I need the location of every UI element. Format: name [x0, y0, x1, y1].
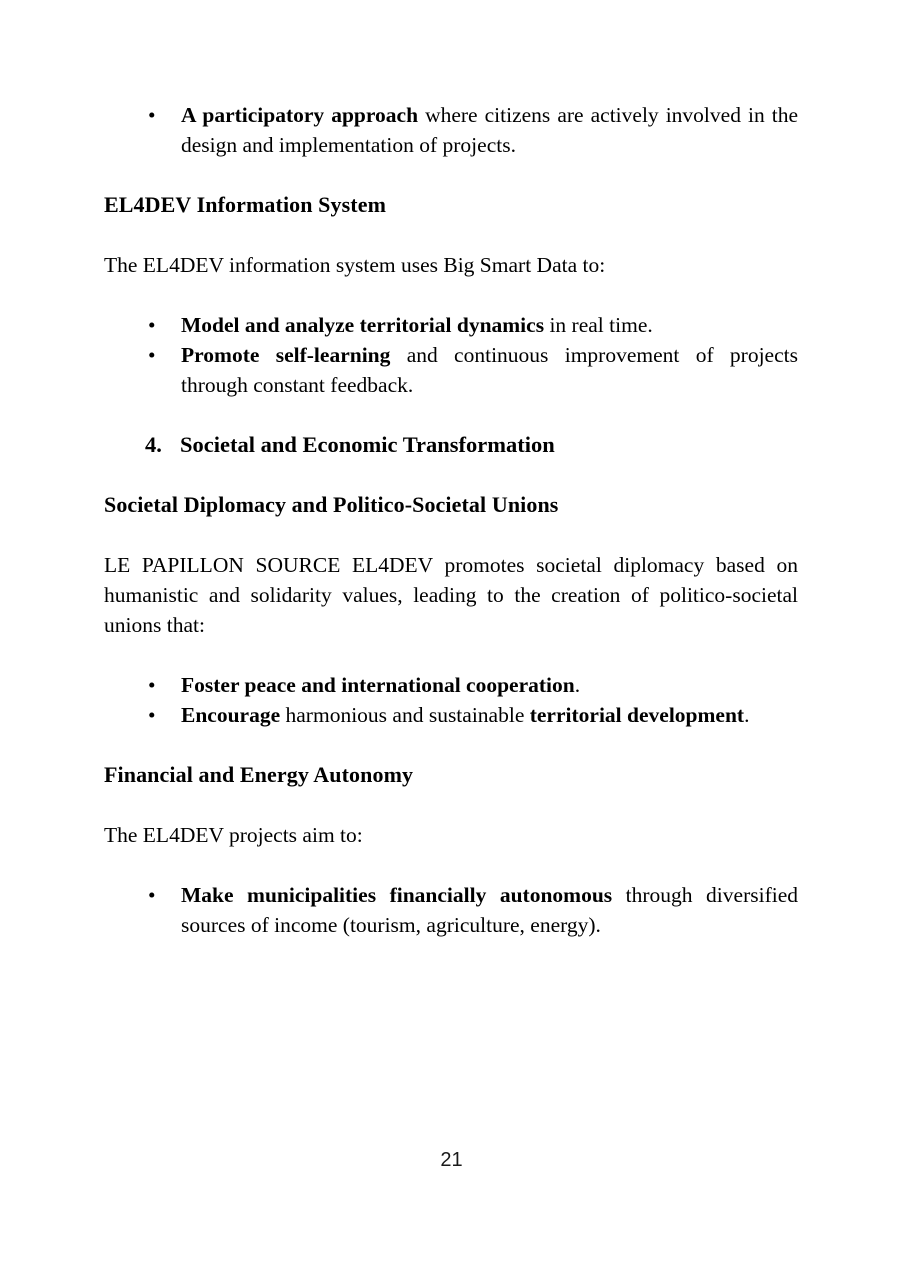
list-item	[104, 340, 798, 400]
participatory-approach-list	[104, 100, 798, 160]
spacer	[104, 790, 798, 820]
spacer	[104, 160, 798, 190]
page-number: 21	[440, 1149, 463, 1171]
list-item	[104, 700, 798, 730]
information-system-list	[104, 310, 798, 400]
list-item	[104, 670, 798, 700]
list-item-text: in real time.	[544, 313, 653, 337]
societal-diplomacy-list	[104, 670, 798, 730]
list-item-lead: Model and analyze territorial dynamics	[181, 313, 545, 337]
spacer	[104, 850, 798, 880]
spacer	[104, 730, 798, 760]
spacer	[104, 400, 798, 430]
spacer	[104, 640, 798, 670]
list-item-lead: Make municipalities financially autonomous	[181, 883, 613, 907]
list-item-lead: A participatory approach	[181, 103, 419, 127]
paragraph-information-system-intro: The EL4DEV information system uses Big Smart Data to:	[104, 253, 606, 277]
heading-number-text: Societal and Economic Transformation	[180, 432, 555, 457]
list-item-text: and continuous improvement of projects through constant feedback.	[181, 343, 798, 397]
heading-societal-diplomacy: Societal Diplomacy and Politico-Societal Unions	[104, 492, 559, 517]
list-item	[104, 880, 798, 940]
numbered-heading-societal-economic-transformation	[104, 430, 798, 460]
list-item-text: through diversified sources of income (tourism, agriculture, energy).	[181, 883, 798, 937]
list-item-lead-tail: territorial development	[529, 703, 745, 727]
spacer	[104, 220, 798, 250]
list-item-text: where citizens are actively involved in the design and implementation of projects.	[181, 103, 798, 157]
list-item-lead: Promote self-learning	[181, 343, 391, 367]
page-content	[104, 100, 798, 940]
list-item-lead: Foster peace and international cooperation	[181, 673, 575, 697]
financial-autonomy-list	[104, 880, 798, 940]
paragraph-projects-aim: The EL4DEV projects aim to:	[104, 823, 363, 847]
list-item	[104, 310, 798, 340]
list-item-lead: Encourage	[181, 703, 281, 727]
spacer	[104, 520, 798, 550]
list-item-text: harmonious and sustainable	[280, 703, 530, 727]
spacer	[104, 280, 798, 310]
spacer	[104, 460, 798, 490]
paragraph-societal-diplomacy: LE PAPILLON SOURCE EL4DEV promotes societal diplomacy based on humanistic and solidarity values, leading to the creation of politico-societal unions that:	[104, 553, 798, 637]
heading-el4dev-information-system: EL4DEV Information System	[104, 192, 387, 217]
list-item-text-tail: .	[744, 703, 750, 727]
list-item-text: .	[574, 673, 581, 697]
heading-financial-energy-autonomy: Financial and Energy Autonomy	[104, 762, 414, 787]
list-item	[104, 100, 798, 160]
heading-number: 4.	[145, 432, 162, 457]
